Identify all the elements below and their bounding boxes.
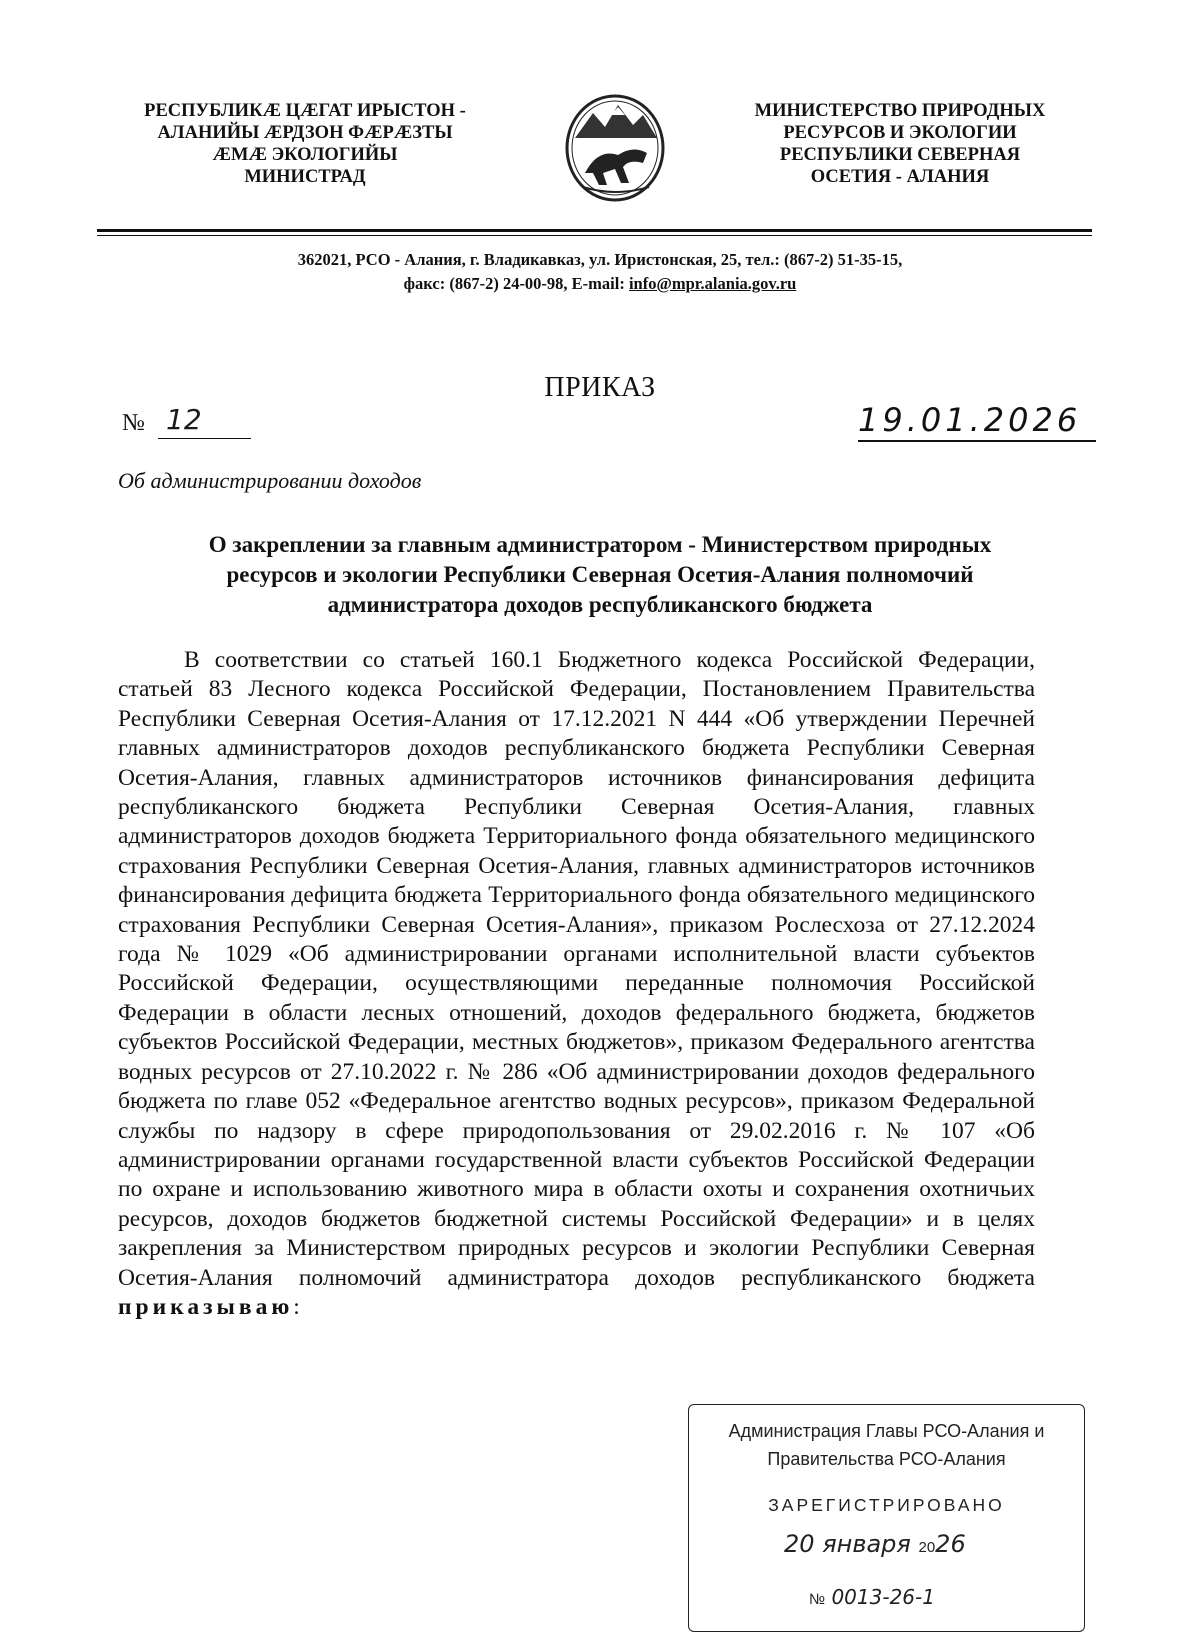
stamp-year-prefix: 20 [918, 1539, 936, 1556]
header-right-line: МИНИСТЕРСТВО ПРИРОДНЫХ [754, 101, 1046, 121]
address-line: 362021, РСО - Алания, г. Владикавказ, ул. Иристонская, 25, тел.: (867-2) 51-35-15, [297, 250, 903, 269]
header-divider-thin [97, 235, 1092, 236]
header-left-line: МИНИСТРАД [244, 167, 366, 187]
command-word: приказываю [118, 1293, 294, 1320]
coat-of-arms-emblem-icon [563, 93, 668, 203]
email-link[interactable]: info@mpr.alania.gov.ru [628, 274, 797, 293]
header-left-line: ÆМÆ ЭКОЛОГИЙЫ [212, 145, 398, 165]
header-left-line: АЛАНИЙЫ ÆРДЗОН ФÆРÆЗТЫ [157, 123, 453, 143]
order-subject: Об администрировании доходов [118, 468, 422, 493]
date-underline [858, 440, 1096, 442]
header-right-line: РЕСУРСОВ И ЭКОЛОГИИ [783, 123, 1017, 143]
stamp-authority-line: Правительства РСО-Алания [767, 1449, 1006, 1469]
header-right-title [715, 100, 1085, 188]
header-left-line: РЕСПУБЛИКÆ ЦÆГАТ ИРЫСТОН - [144, 101, 466, 121]
stamp-registered-label: ЗАРЕГИСТРИРОВАНО [768, 1495, 1005, 1515]
order-number: 12 [158, 402, 251, 439]
heading-line: администратора доходов республиканского бюджета [327, 592, 873, 617]
stamp-month: января [822, 1530, 911, 1558]
header-right-line: РЕСПУБЛИКИ СЕВЕРНАЯ [779, 145, 1021, 165]
heading-line: О закреплении за главным администратором - Министерством природных [208, 532, 992, 557]
address-block [100, 248, 1100, 296]
order-date: 19.01.2026 [858, 401, 1082, 439]
order-heading [100, 530, 1100, 620]
stamp-year-suffix: 26 [935, 1530, 966, 1558]
order-body-paragraph [118, 646, 1035, 1322]
registration-stamp [688, 1404, 1085, 1632]
body-text: В соответствии со статьей 160.1 Бюджетного кодекса Российской Федерации, статьей 83 Лесного кодекса Российской Федерации, Постановлением Правительства Республики Северная Осетия-Алания от 17.12.2021 N 444 «Об утверждении Перечней главных администраторов доходов республиканского бюджета Республики Северная Осетия-Алания, главных администраторов источников финансирования дефицита республиканского бюджета Республики Северная Осетия-Алания, главных администраторов доходов бюджета Территориального фонда обязательного медицинского страхования Республики Северная Осетия-Алания, главных администраторов источников финансирования дефицита бюджета Территориального фонда обязательного медицинского страхования Республики Северная Осетия-Алания», приказом Рослесхоза от 27.12.2024 года № 1029 «Об администрировании органами исполнительной власти субъектов Российской Федерации, осуществляющими переданные полномочия Российской Федерации в области лесных отношений, доходов федерального бюджета, бюджетов субъектов Российской Федерации, местных бюджетов», приказом Федерального агентства водных ресурсов от 27.10.2022 г. № 286 «Об администрировании доходов федерального бюджета по главе 052 «Федеральное агентство водных ресурсов», приказом Федеральной службы по надзору в сфере природопользования от 29.02.2016 г. № 107 «Об администрировании органами государственной власти субъектов Российской Федерации по охране и использованию животного мира в области охоты и сохранения охотничьих ресурсов, доходов бюджетов бюджетной системы Российской Федерации» и в целях закрепления за Министерством природных ресурсов и экологии Республики Северная Осетия-Алания полномочий администратора доходов республиканского бюджета [118, 647, 1035, 1291]
order-number-label: № [122, 410, 145, 436]
stamp-number-label: № [809, 1591, 826, 1608]
header-right-line: ОСЕТИЯ - АЛАНИЯ [810, 167, 990, 187]
header-divider [97, 229, 1092, 232]
stamp-day: 20 [784, 1530, 815, 1558]
stamp-number [809, 1585, 935, 1609]
contact-line [100, 272, 1100, 296]
header-left-title [110, 100, 500, 188]
body-colon: : [293, 1293, 300, 1320]
heading-line: ресурсов и экологии Республики Северная Осетия-Алания полномочий [226, 562, 974, 587]
fax-text: факс: (867-2) 24-00-98, E-mail: [403, 274, 629, 293]
stamp-number-value: 0013-26-1 [831, 1585, 935, 1609]
stamp-date [784, 1530, 966, 1558]
document-title: ПРИКАЗ [544, 372, 656, 403]
stamp-authority-line: Администрация Главы РСО-Алания и [728, 1421, 1045, 1441]
